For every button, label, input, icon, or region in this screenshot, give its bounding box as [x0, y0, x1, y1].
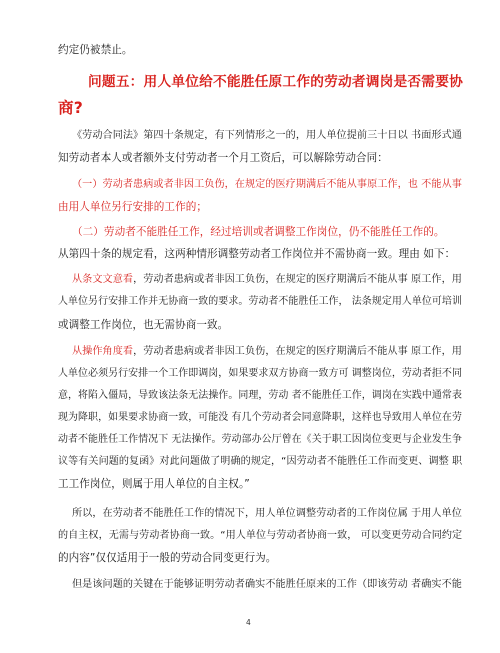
p5-line2: 的自主权，无需与劳动者协商一致。“用人单位与劳动者协商一致， 可以变更劳动合同约定: [58, 530, 463, 541]
top-line: 约定仍被禁止。: [58, 44, 133, 56]
p3-line2: 人单位另行安排工作并无协商一致的要求。劳动者不能胜任工作， 法条规定用人单位可培训: [58, 296, 462, 307]
page-number: 4: [246, 618, 251, 627]
section-heading-line1: 问题五：用人单位给不能胜任原工作的劳动者调岗是否需要协: [88, 74, 463, 90]
p4-line7: 工工作岗位，则属于用人单位的自主权。”: [58, 478, 250, 490]
p3-lead-phrase: 从条文文意看: [72, 274, 134, 285]
p4-line6: 议等有关问题的复函》对此问题做了明确的规定，“因劳动者不能胜任工作而变更、调整 职: [58, 456, 463, 467]
p3-line1: [72, 273, 462, 287]
p4-line1: [72, 345, 462, 359]
p6-line1: 但是该问题的关键在于能够证明劳动者确实不能胜任原来的工作（即该劳动 者确实不能: [72, 579, 462, 590]
p3-line1-rest: ，劳动者患病或者非因工负伤，在规定的医疗期满后不能从事 原工作，用: [133, 274, 462, 285]
clause1-line1: （一）劳动者患病或者非因工负伤，在规定的医疗期满后不能从事原工作，也 不能从事: [72, 179, 462, 190]
p4-line1-rest: ，劳动者患病或者非因工负伤，在规定的医疗期满后不能从事 原工作，用: [133, 346, 462, 357]
p4-line3: 意，将陷入僵局，导致该法条无法操作。同理，劳动 者不能胜任工作，调岗在实践中通常表: [58, 390, 462, 401]
p2-line: 从第四十条的规定看，这两种情形调整劳动者工作岗位并不需协商一致。理由 如下：: [58, 248, 456, 260]
p4-line4: 现为降职，如果要求协商一致，可能没 有几个劳动者会同意降职，这样也导致用人单位在劳: [58, 412, 462, 423]
p1-line1: 《劳动合同法》第四十条规定，有下列情形之一的，用人单位提前三十日以 书面形式通: [72, 130, 462, 141]
p5-line3: 的内容”仅仅适用于一般的劳动合同变更行为。: [58, 552, 277, 564]
p5-line1: 所以，在劳动者不能胜任工作的情况下，用人单位调整劳动者的工作岗位属 于用人单位: [72, 508, 462, 519]
section-heading-line2: 商?: [58, 99, 84, 117]
p4-line5: 动者不能胜任工作情况下 无法操作。劳动部办公厅曾在《关于职工因岗位变更与企业发生争: [58, 434, 462, 445]
p4-lead-phrase: 从操作角度看: [72, 346, 134, 357]
p4-line2: 人单位必须另行安排一个工作即调岗，如果要求双方协商一致方可 调整岗位，劳动者拒不同: [58, 368, 462, 379]
clause1-line2: 由用人单位另行安排的工作的；: [58, 201, 208, 213]
clause2-line: （二）劳动者不能胜任工作，经过培训或者调整工作岗位，仍不能胜任工作的。: [72, 226, 445, 238]
p1-line2: 知劳动者本人或者额外支付劳动者一个月工资后，可以解除劳动合同：: [58, 152, 388, 164]
p3-line3: 或调整工作岗位，也无需协商一致。: [58, 319, 229, 331]
